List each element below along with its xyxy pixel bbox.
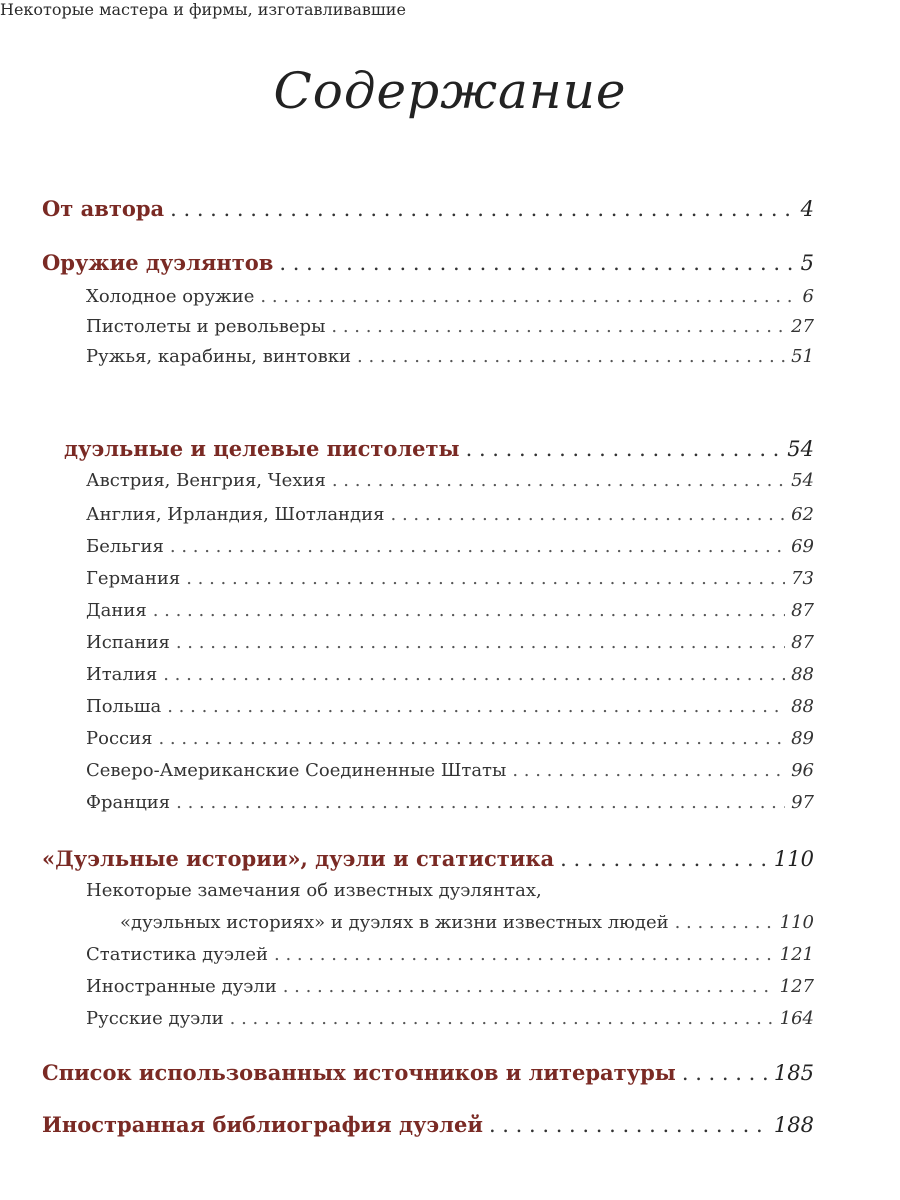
toc-entry-page: 110 (779, 912, 814, 933)
toc-entry-page: 110 (773, 847, 814, 871)
toc-entry-label: Германия (86, 568, 181, 589)
toc-entry-label: Иностранные дуэли (86, 976, 277, 997)
dot-leader (466, 437, 782, 461)
dot-leader (170, 536, 785, 557)
toc-entry-cold-weapons[interactable] (86, 286, 814, 307)
dot-leader (274, 944, 774, 965)
toc-entry-page: 4 (800, 197, 814, 221)
dot-leader (260, 286, 796, 307)
toc-entry-duel-stories[interactable] (42, 846, 814, 871)
toc-entry-sources[interactable] (42, 1060, 814, 1085)
toc-entry-label: «дуэльных историях» и дуэлях в жизни известных людей (120, 912, 669, 933)
toc-entry-poland[interactable] (86, 696, 814, 717)
toc-entry-from-author[interactable] (42, 196, 814, 221)
toc-entry-label: «Дуэльные истории», дуэли и статистика (42, 846, 555, 871)
toc-entry-label: Оружие дуэлянтов (42, 250, 274, 275)
toc-entry-label: Холодное оружие (86, 286, 255, 307)
toc-entry-page: 188 (773, 1113, 814, 1137)
toc-entry-page: 87 (791, 600, 814, 621)
toc-entry-label: Англия, Ирландия, Шотландия (86, 504, 385, 525)
toc-entry-label: Некоторые замечания об известных дуэлянтах, (86, 880, 542, 901)
toc-entry-page: 27 (791, 316, 814, 337)
toc-entry-label: Италия (86, 664, 158, 685)
dot-leader (682, 1061, 768, 1085)
dot-leader (357, 346, 785, 367)
toc-entry-label: Дания (86, 600, 147, 621)
toc-entry-germany[interactable] (86, 568, 814, 589)
toc-entry-remarks-line1[interactable] (86, 880, 542, 901)
toc-entry-duel-statistics[interactable] (86, 944, 814, 965)
dot-leader (170, 197, 795, 221)
toc-entry-label: Статистика дуэлей (86, 944, 268, 965)
page-title: Содержание (273, 62, 627, 120)
toc-entry-spain[interactable] (86, 632, 814, 653)
dot-leader (176, 632, 785, 653)
dot-leader (283, 976, 774, 997)
toc-entry-page: 62 (791, 504, 814, 525)
toc-entry-page: 127 (779, 976, 814, 997)
toc-entry-page: 5 (800, 251, 814, 275)
toc-entry-russia[interactable] (86, 728, 814, 749)
dot-leader (186, 568, 785, 589)
toc-entry-page: 73 (791, 568, 814, 589)
toc-entry-russian-duels[interactable] (86, 1008, 814, 1029)
toc-entry-label: Пистолеты и револьверы (86, 316, 326, 337)
dot-leader (512, 760, 785, 781)
dot-leader (163, 664, 785, 685)
toc-entry-label: Иностранная библиография дуэлей (42, 1112, 483, 1137)
toc-entry-page: 87 (791, 632, 814, 653)
toc-entry-france[interactable] (86, 792, 814, 813)
toc-entry-denmark[interactable] (86, 600, 814, 621)
toc-entry-page: 88 (791, 696, 814, 717)
toc-entry-label: Польша (86, 696, 162, 717)
toc-entry-italy[interactable] (86, 664, 814, 685)
toc-entry-england[interactable] (86, 504, 814, 525)
toc-entry-page: 96 (791, 760, 814, 781)
toc-entry-label: От автора (42, 196, 165, 221)
dot-leader (675, 912, 774, 933)
toc-entry-belgium[interactable] (86, 536, 814, 557)
dot-leader (279, 251, 794, 275)
toc-entry-page: 54 (791, 470, 814, 491)
dot-leader (331, 316, 785, 337)
toc-entry-page: 185 (773, 1061, 814, 1085)
toc-entry-page: 89 (791, 728, 814, 749)
toc-entry-page: 121 (779, 944, 814, 965)
toc-entry-label: Россия (86, 728, 153, 749)
toc-entry-page: 97 (791, 792, 814, 813)
toc-entry-pistols[interactable] (86, 316, 814, 337)
dot-leader (176, 792, 785, 813)
toc-entry-austria[interactable] (86, 470, 814, 491)
toc-entry-usa[interactable] (86, 760, 814, 781)
toc-entry-page: 88 (791, 664, 814, 685)
toc-entry-remarks[interactable] (120, 912, 814, 933)
toc-entry-label: дуэльные и целевые пистолеты (64, 436, 460, 461)
toc-entry-page: 164 (779, 1008, 814, 1029)
toc-entry-label: Бельгия (86, 536, 164, 557)
toc-entry-label: Франция (86, 792, 171, 813)
toc-entry-page: 6 (802, 286, 814, 307)
dot-leader (391, 504, 786, 525)
toc-entry-label: Ружья, карабины, винтовки (86, 346, 351, 367)
toc-entry-masters-line1[interactable]: Некоторые мастера и фирмы, изготавливавшие (0, 0, 406, 19)
toc-entry-masters[interactable] (64, 436, 814, 461)
toc-entry-page: 54 (787, 437, 814, 461)
toc-entry-rifles[interactable] (86, 346, 814, 367)
dot-leader (158, 728, 785, 749)
toc-entry-weapons[interactable] (42, 250, 814, 275)
dot-leader (230, 1008, 774, 1029)
toc-entry-label: Русские дуэли (86, 1008, 224, 1029)
toc-entry-label: Испания (86, 632, 170, 653)
dot-leader (560, 847, 768, 871)
toc-entry-page: 51 (791, 346, 814, 367)
toc-entry-label: Северо-Американские Соединенные Штаты (86, 760, 507, 781)
dot-leader (332, 470, 785, 491)
dot-leader (167, 696, 785, 717)
dot-leader (489, 1113, 768, 1137)
toc-entry-label: Австрия, Венгрия, Чехия (86, 470, 326, 491)
toc-entry-page: 69 (791, 536, 814, 557)
toc-entry-foreign-bibliography[interactable] (42, 1112, 814, 1137)
dot-leader (153, 600, 785, 621)
toc-entry-foreign-duels[interactable] (86, 976, 814, 997)
toc-entry-label: Список использованных источников и литературы (42, 1060, 676, 1085)
